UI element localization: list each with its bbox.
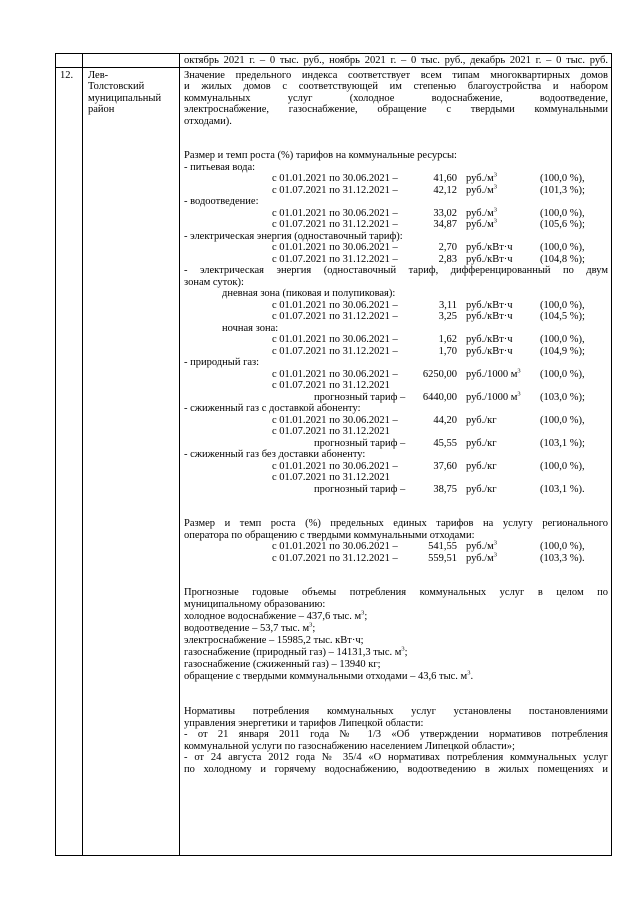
row-divider (56, 67, 611, 68)
intro-line: электроснабжение, газоснабжение, обращение с твердыми коммунальными (184, 104, 608, 115)
tariff-value: 2,83 (438, 254, 457, 265)
column-divider-number (82, 54, 83, 855)
tariff-unit: руб./кВт·ч (466, 346, 513, 357)
forecast-label: прогнозный тариф – (314, 392, 406, 403)
tariff-period: с 01.01.2021 по 30.06.2021 – (272, 334, 398, 345)
tariff-unit: $руб./м^3$ (466, 217, 498, 230)
intro-line: Значение предельного индекса соответствует всем типам многоквартирных домов (184, 70, 608, 81)
waste-title: Размер и темп роста (%) предельных единых тарифов на услугу регионального (184, 518, 608, 529)
volume-item: газоснабжение (природный газ) – 14131,3 тыс. $м^3$; (184, 645, 408, 658)
tariff-period: с 01.01.2021 по 30.06.2021 – (272, 300, 398, 311)
tariff-period: с 01.07.2021 по 31.12.2021 (272, 426, 390, 437)
lpg-nodelivery-heading: - сжиженный газ без доставки абоненту: (184, 449, 366, 460)
tariff-value: 44,20 (433, 415, 457, 426)
tariff-period: с 01.01.2021 по 30.06.2021 – (272, 208, 398, 219)
tariff-unit: $руб./м^3$ (466, 171, 498, 184)
day-zone-label: дневная зона (пиковая и полупиковая): (222, 288, 396, 299)
tariff-growth: (104,9 %); (540, 346, 585, 357)
tariff-period: с 01.07.2021 по 31.12.2021 (272, 380, 390, 391)
tariff-period: с 01.07.2021 по 31.12.2021 – (272, 311, 398, 322)
tariff-period: с 01.07.2021 по 31.12.2021 – (272, 254, 398, 265)
electric-zone-heading: - электрическая энергия (одноставочный тариф, дифференцированный по двум (184, 265, 608, 276)
tariff-period: с 01.01.2021 по 30.06.2021 – (272, 173, 398, 184)
volume-item: обращение с твердыми коммунальными отходами – 43,6 тыс. $м^3$. (184, 669, 474, 682)
tariff-unit: руб./кг (466, 415, 497, 426)
tariff-value: 2,70 (438, 242, 457, 253)
forecast-label: прогнозный тариф – (314, 438, 406, 449)
column-divider-district (179, 54, 180, 855)
norms-line: коммунальной услуги по газоснабжению населением Липецкой области»; (184, 741, 515, 752)
tariff-value: 6250,00 (422, 369, 457, 380)
night-zone-label: ночная зона: (222, 323, 279, 334)
table-page (55, 53, 612, 856)
tariff-unit: $руб./м^3$ (466, 551, 498, 564)
tariff-unit: руб./1000 $м^3$ (466, 390, 521, 403)
tariff-value: 6440,00 (422, 392, 457, 403)
tariff-growth: (101,3 %); (540, 185, 585, 196)
tariff-value: 541,55 (428, 541, 457, 552)
tariff-period: с 01.01.2021 по 30.06.2021 – (272, 242, 398, 253)
sewage-heading: - водоотведение: (184, 196, 259, 207)
volumes-title: Прогнозные годовые объемы потребления коммунальных услуг в целом по (184, 587, 608, 598)
norms-line: Нормативы потребления коммунальных услуг установлены постановлениями (184, 706, 608, 717)
tariff-value: 37,60 (433, 461, 457, 472)
norms-line: управления энергетики и тарифов Липецкой области: (184, 718, 424, 729)
tariffs-title: Размер и темп роста (%) тарифов на коммунальные ресурсы: (184, 150, 457, 161)
tariff-unit: руб./кВт·ч (466, 254, 513, 265)
intro-line: и жилых домов с соответствующей им степенью благоустройства и набором (184, 81, 608, 92)
tariff-period: с 01.01.2021 по 30.06.2021 – (272, 541, 398, 552)
tariff-period: с 01.01.2021 по 30.06.2021 – (272, 369, 398, 380)
district-line-2: Толстовский (88, 81, 145, 92)
tariff-value: 33,02 (433, 208, 457, 219)
district-line-4: район (88, 104, 115, 115)
tariff-growth: (100,0 %), (540, 208, 585, 219)
electric-zone-heading: зонам суток): (184, 277, 244, 288)
tariff-growth: (100,0 %), (540, 415, 585, 426)
volume-item: холодное водоснабжение – 437,6 тыс. $м^3$; (184, 609, 368, 622)
water-heading: - питьевая вода: (184, 162, 256, 173)
tariff-value: 41,60 (433, 173, 457, 184)
tariff-unit: руб./кг (466, 438, 497, 449)
tariff-unit: руб./кВт·ч (466, 311, 513, 322)
gas-heading: - природный газ: (184, 357, 260, 368)
volumes-title: муниципальному образованию: (184, 599, 326, 610)
volume-item: газоснабжение (сжиженный газ) – 13940 кг; (184, 659, 381, 670)
tariff-unit: руб./кВт·ч (466, 300, 513, 311)
tariff-period: с 01.07.2021 по 31.12.2021 – (272, 553, 398, 564)
tariff-growth: (100,0 %), (540, 300, 585, 311)
tariff-unit: руб./кВт·ч (466, 242, 513, 253)
lpg-delivery-heading: - сжиженный газ с доставкой абоненту: (184, 403, 361, 414)
tariff-value: 45,55 (433, 438, 457, 449)
tariff-period: с 01.07.2021 по 31.12.2021 (272, 472, 390, 483)
tariff-value: 38,75 (433, 484, 457, 495)
tariff-growth: (100,0 %), (540, 173, 585, 184)
tariff-value: 559,51 (428, 553, 457, 564)
tariff-unit: руб./1000 $м^3$ (466, 367, 521, 380)
waste-title: оператора по обращению с твердыми коммунальными отходами: (184, 530, 475, 541)
tariff-growth: (100,0 %), (540, 334, 585, 345)
forecast-label: прогнозный тариф – (314, 484, 406, 495)
tariff-growth: (100,0 %), (540, 541, 585, 552)
tariff-value: 3,11 (439, 300, 457, 311)
norms-line: - от 21 января 2011 года № 1/3 «Об утверждении нормативов потребления (184, 729, 608, 740)
tariff-value: 42,12 (433, 185, 457, 196)
intro-line: коммунальных услуг (холодное водоснабжение, водоотведение, (184, 93, 608, 104)
row-number: 12. (60, 70, 74, 81)
tariff-growth: (104,8 %); (540, 254, 585, 265)
tariff-period: с 01.07.2021 по 31.12.2021 – (272, 185, 398, 196)
tariff-unit: руб./кг (466, 461, 497, 472)
district-line-1: Лев- (88, 70, 109, 81)
tariff-growth: (100,0 %), (540, 242, 585, 253)
norms-line: по холодному и горячему водоснабжению, водоотведению в жилых помещениях и (184, 764, 608, 775)
tariff-unit: руб./кВт·ч (466, 334, 513, 345)
tariff-growth: (105,6 %); (540, 219, 585, 230)
tariff-growth: (104,5 %); (540, 311, 585, 322)
tariff-growth: (103,1 %); (540, 438, 585, 449)
electric-single-heading: - электрическая энергия (одноставочный тариф): (184, 231, 403, 242)
tariff-value: 34,87 (433, 219, 457, 230)
previous-row-text: октябрь 2021 г. – 0 тыс. руб., ноябрь 2021 г. – 0 тыс. руб., декабрь 2021 г. – 0 тыс. руб. (184, 55, 608, 66)
tariff-value: 1,70 (438, 346, 457, 357)
volume-item: водоотведение – 53,7 тыс. $м^3$; (184, 621, 316, 634)
tariff-value: 1,62 (438, 334, 457, 345)
volume-item: электроснабжение – 15985,2 тыс. кВт·ч; (184, 635, 364, 646)
tariff-period: с 01.01.2021 по 30.06.2021 – (272, 415, 398, 426)
tariff-growth: (100,0 %), (540, 369, 585, 380)
tariff-unit: $руб./м^3$ (466, 539, 498, 552)
tariff-value: 3,25 (438, 311, 457, 322)
tariff-unit: $руб./м^3$ (466, 183, 498, 196)
intro-line: отходами). (184, 116, 232, 127)
tariff-growth: (103,3 %). (540, 553, 585, 564)
tariff-period: с 01.07.2021 по 31.12.2021 – (272, 346, 398, 357)
tariff-growth: (100,0 %), (540, 461, 585, 472)
tariff-period: с 01.07.2021 по 31.12.2021 – (272, 219, 398, 230)
tariff-growth: (103,0 %); (540, 392, 585, 403)
district-line-3: муниципальный (88, 93, 162, 104)
tariff-unit: $руб./м^3$ (466, 206, 498, 219)
tariff-period: с 01.01.2021 по 30.06.2021 – (272, 461, 398, 472)
norms-line: - от 24 августа 2012 года № 35/4 «О нормативах потребления коммунальных услуг (184, 752, 608, 763)
tariff-unit: руб./кг (466, 484, 497, 495)
tariff-growth: (103,1 %). (540, 484, 585, 495)
